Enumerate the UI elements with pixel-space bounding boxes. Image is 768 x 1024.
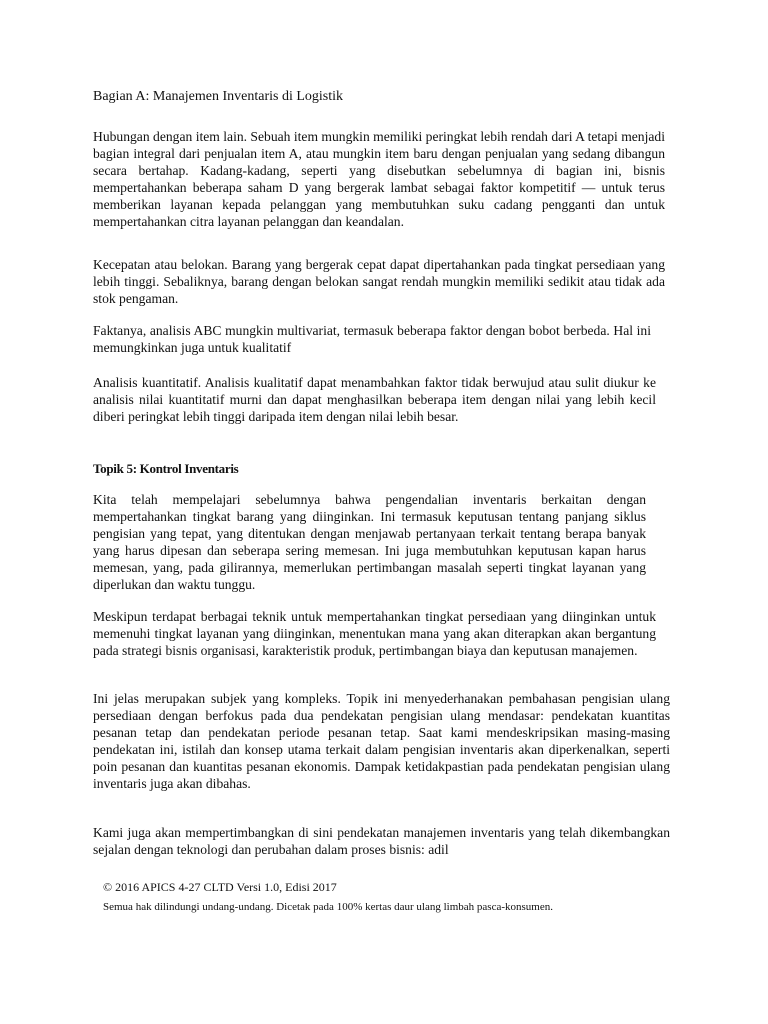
paragraph-velocity: Kecepatan atau belokan. Barang yang bergerak cepat dapat dipertahankan pada tingkat persediaan yang lebih tinggi. Sebaliknya, barang dengan belokan sangat rendah mungkin memiliki sedikit atau tidak ada stok pengaman. bbox=[93, 257, 665, 306]
section-title: Bagian A: Manajemen Inventaris di Logistik bbox=[93, 89, 344, 104]
topic-paragraph-control: Kita telah mempelajari sebelumnya bahwa pengendalian inventaris berkaitan dengan mempertahankan tingkat barang yang diinginkan. Ini termasuk keputusan tentang panjang siklus pengisian yang tepat, yang ditentukan dengan menjawab pertanyaan terkait tentang berapa banyak yang harus dipesan dan seberapa sering memesan. Ini juga membutuhkan keputusan kapan harus memesan, yang, pada gilirannya, memerlukan pertimbangan masalah seperti tingkat layanan yang diperlukan dan waktu tunggu. bbox=[93, 492, 646, 592]
footer-rights: Semua hak dilindungi undang-undang. Dicetak pada 100% kertas daur ulang limbah pasca-konsumen. bbox=[103, 901, 553, 913]
topic-paragraph-complex: Ini jelas merupakan subjek yang kompleks. Topik ini menyederhanakan pembahasan pengisian ulang persediaan dengan berfokus pada dua pendekatan pengisian ulang mendasar: pendekatan kuantitas pesanan tetap dan pendekatan periode pesanan tetap. Saat kami mendeskripsikan masing-masing pendekatan ini, istilah dan konsep utama terkait dalam pengisian inventaris akan diperkenalkan, seperti poin pesanan dan kuantitas pesanan ekonomis. Dampak ketidakpastian pada pendekatan pengisian ulang inventaris juga akan dibahas. bbox=[93, 691, 670, 791]
paragraph-quantitative: Analisis kuantitatif. Analisis kualitatif dapat menambahkan faktor tidak berwujud atau sulit diukur ke analisis nilai kuantitatif murni dan dapat menghasilkan beberapa item dengan nilai yang lebih kecil diberi peringkat lebih tinggi daripada item dengan nilai lebih besar. bbox=[93, 375, 656, 424]
topic-paragraph-techniques: Meskipun terdapat berbagai teknik untuk mempertahankan tingkat persediaan yang diinginkan untuk memenuhi tingkat layanan yang diinginkan, menentukan mana yang akan diterapkan akan bergantung pada strategi bisnis organisasi, karakteristik produk, pertimbangan biaya dan keputusan manajemen. bbox=[93, 609, 656, 658]
footer-copyright: © 2016 APICS 4-27 CLTD Versi 1.0, Edisi 2017 bbox=[103, 880, 337, 894]
paragraph-multivariate: Faktanya, analisis ABC mungkin multivariat, termasuk beberapa faktor dengan bobot berbeda. Hal ini memungkinkan juga untuk kualitatif bbox=[93, 323, 651, 355]
topic-paragraph-approach: Kami juga akan mempertimbangkan di sini pendekatan manajemen inventaris yang telah dikembangkan sejalan dengan teknologi dan perubahan dalam proses bisnis: adil bbox=[93, 825, 670, 857]
topic-title: Topik 5: Kontrol Inventaris bbox=[93, 461, 239, 476]
paragraph-related-items: Hubungan dengan item lain. Sebuah item mungkin memiliki peringkat lebih rendah dari A tetapi menjadi bagian integral dari penjualan item A, atau mungkin item baru dengan penjualan yang sedang dibangun secara bertahap. Kadang-kadang, seperti yang disebutkan sebelumnya di bagian ini, bisnis mempertahankan beberapa saham D yang bergerak lambat sebagai faktor kompetitif — untuk terus memberikan layanan kepada pelanggan yang membutuhkan suku cadang pengganti dan untuk mempertahankan citra layanan pelanggan dan keandalan. bbox=[93, 129, 665, 229]
